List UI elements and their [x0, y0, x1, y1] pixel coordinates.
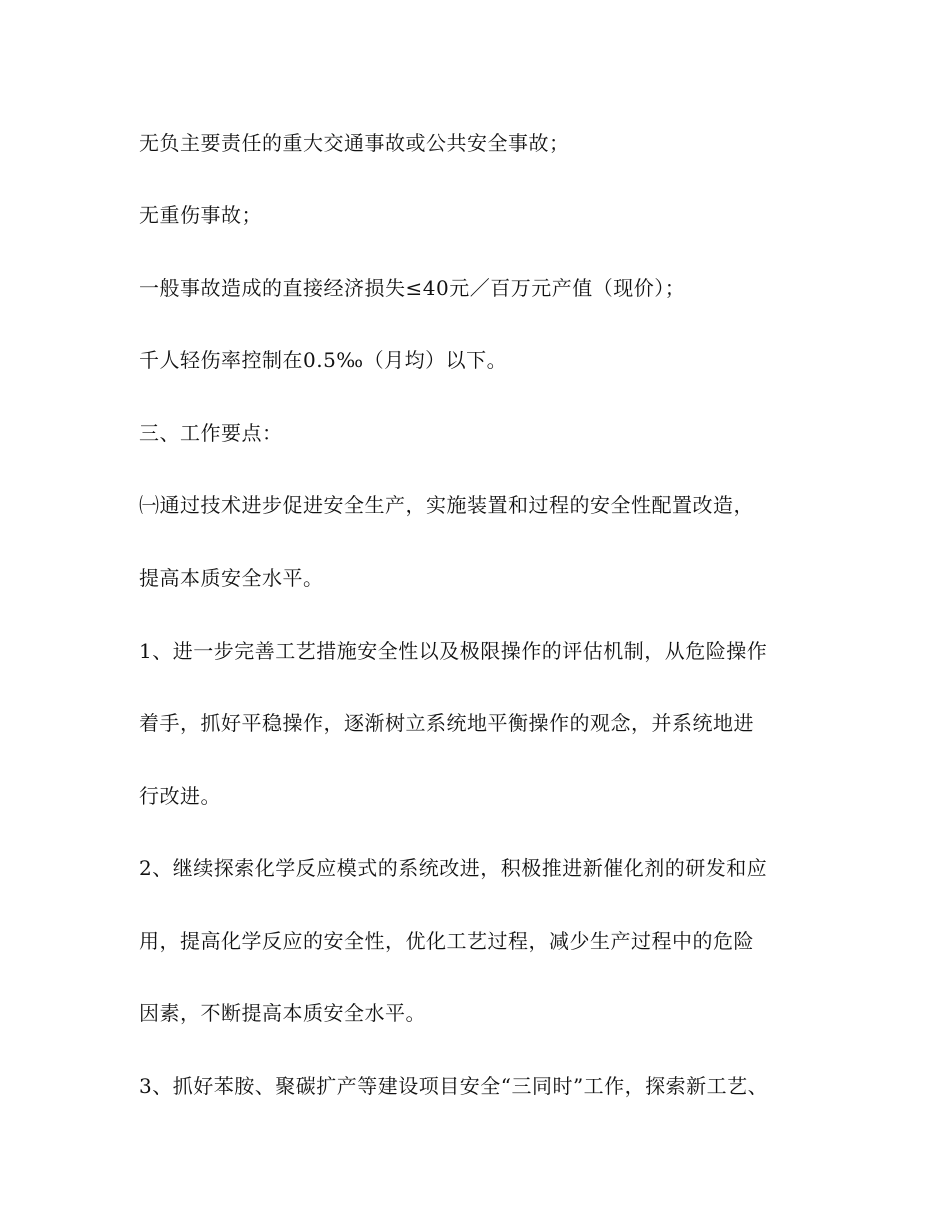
- text-line: 无重伤事故；: [139, 203, 262, 227]
- text-line: 3、抓好苯胺、聚碳扩产等建设项目安全“三同时”工作，探索新工艺、: [139, 1074, 769, 1098]
- text-line: ㈠通过技术进步促进安全生产，实施装置和过程的安全性配置改造，: [139, 493, 754, 517]
- text-line: 用，提高化学反应的安全性，优化工艺过程，减少生产过程中的危险: [139, 929, 754, 953]
- text-line: 一般事故造成的直接经济损失≤40元／百万元产值（现价）；: [139, 276, 686, 300]
- text-line: 1、进一步完善工艺措施安全性以及极限操作的评估机制，从危险操作: [139, 639, 768, 663]
- text-line: 千人轻伤率控制在0.5‰（月均）以下。: [139, 348, 508, 372]
- text-line: 无负主要责任的重大交通事故或公共安全事故；: [139, 131, 570, 155]
- text-line: 2、继续探索化学反应模式的系统改进，积极推进新催化剂的研发和应: [139, 856, 768, 880]
- text-line: 行改进。: [139, 784, 221, 808]
- section-heading: 三、工作要点：: [139, 421, 283, 445]
- text-line: 提高本质安全水平。: [139, 566, 324, 590]
- text-line: 因素，不断提高本质安全水平。: [139, 1001, 426, 1025]
- text-line: 着手，抓好平稳操作，逐渐树立系统地平衡操作的观念，并系统地进: [139, 711, 754, 735]
